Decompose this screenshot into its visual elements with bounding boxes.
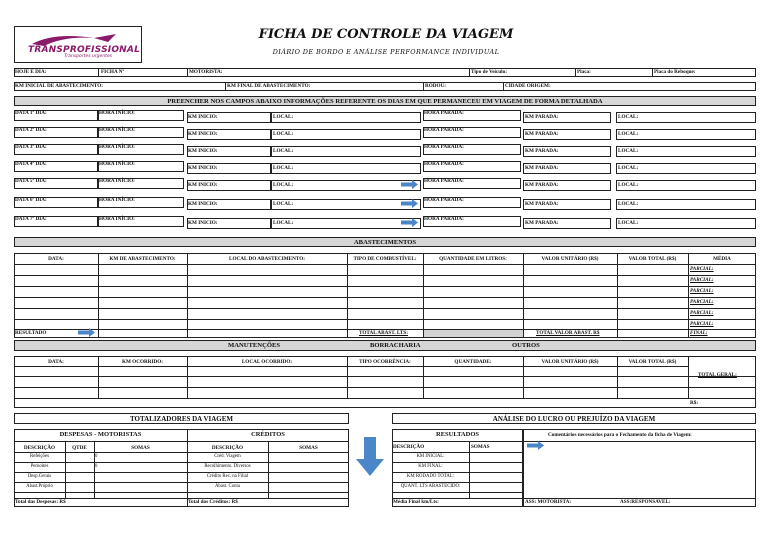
total-abast-label: TOTAL ABAST. LTS: (359, 330, 408, 336)
desp-somas-header: SOMAS (131, 445, 150, 451)
despesa-qty: 0 (95, 454, 98, 459)
media-parcial-label: PARCIAL: (690, 266, 714, 272)
day-hora-inicio-label: HORA INÍCIO: (99, 216, 135, 222)
day-local-label: LOCAL: (273, 148, 294, 154)
info-row-1 (14, 68, 756, 77)
manut-column-header: TIPO OCORRÊNCIA: (359, 359, 411, 365)
day-hora-inicio-label: HORA INÍCIO: (99, 127, 135, 133)
day-right-arrow-icon (401, 218, 419, 227)
day-local-field[interactable] (271, 129, 421, 140)
day-km-inicio-label: KM INICIO: (188, 148, 218, 154)
total-creditos-label: Total dos Créditos: R$ (188, 499, 238, 505)
day-local-label: LOCAL: (273, 165, 294, 171)
day-local2-label: LOCAL: (618, 182, 639, 188)
day-local2-label: LOCAL: (618, 131, 639, 137)
abast-total-shade (424, 330, 523, 337)
page-title: FICHA DE CONTROLE DA VIAGEM (258, 27, 514, 42)
day-km-inicio-label: KM INICIO: (188, 165, 218, 171)
ficha-label: FICHA Nº (101, 69, 125, 75)
media-final-label: FINAL: (690, 330, 708, 336)
media-parcial-label: PARCIAL: (690, 310, 714, 316)
credito-item: Abast. Conta (214, 484, 241, 489)
placa-reboque-label: Placa do Reboque: (654, 69, 696, 75)
day-hora-parada-label: HORA PARADA: (424, 216, 464, 222)
despesa-item: Refeições (30, 454, 49, 459)
media-parcial-label: PARCIAL: (690, 288, 714, 294)
day-hora-parada-label: HORA PARADA: (424, 197, 464, 203)
day-local-field[interactable] (271, 163, 421, 174)
day-date-label: DATA 5º DIA: (15, 178, 47, 184)
cidade-origem-label: CIDADE ORIGEM: (505, 83, 551, 89)
manut-column-header: DATA: (48, 359, 64, 365)
day-hora-inicio-label: HORA INÍCIO: (99, 178, 135, 184)
day-local2-label: LOCAL: (618, 165, 639, 171)
manut-column-header: KM OCORRIDO: (121, 359, 164, 365)
day-hora-parada-label: HORA PARADA: (424, 127, 464, 133)
abast-column-header: LOCAL DO ABASTECIMENTO: (228, 256, 305, 262)
day-local-label: LOCAL: (273, 114, 294, 120)
day-km-inicio-label: KM INICIO: (188, 220, 218, 226)
day-local-field[interactable] (271, 180, 421, 191)
creditos-title: CRÉDITOS (251, 431, 285, 438)
ass-motorista-label: ASS: MOTORISTA: (525, 499, 572, 505)
day-km-parada-label: KM PARADA: (525, 148, 559, 154)
instructions-band: PREENCHER NOS CAMPOS ABAIXO INFORMAÇÕES REFERENTE OS DIAS EM QUE PERMANECEU EM VIAGEM DE FORMA DETALHADA (14, 96, 756, 106)
day-date-label: DATA 3º DIA: (15, 144, 47, 150)
abast-column-header: VALOR UNITÁRIO (R$) (541, 256, 599, 262)
manut-column-header: VALOR UNITÁRIO (R$) (541, 359, 599, 365)
resultado-item: KM INICIAL: (416, 454, 445, 459)
abastecimentos-table (14, 253, 756, 338)
right-arrow-icon (527, 441, 545, 450)
rodou-label: RODOU: (425, 83, 447, 89)
day-km-parada-label: KM PARADA: (525, 131, 559, 137)
day-local2-label: LOCAL: (618, 220, 639, 226)
day-local2-label: LOCAL: (618, 114, 639, 120)
media-parcial-label: PARCIAL: (690, 321, 714, 327)
borracharia-title: BORRACHARIA (370, 342, 421, 349)
day-hora-parada-label: HORA PARADA: (424, 144, 464, 150)
total-valor-abast-label: TOTAL VALOR ABAST. R$ (536, 330, 600, 336)
resultado-item: KM RODADO TOTAL: (406, 474, 455, 479)
despesa-item: Desp.Gerais (27, 474, 52, 479)
km-inicial-label: KM INICIAL DE ABASTECIMENTO: (15, 83, 103, 89)
page-subtitle: DIÁRIO DE BORDO E ANÁLISE PERFORMANCE INDIVIDUAL (272, 48, 500, 56)
desp-qtde-header: QTDE (72, 445, 87, 451)
despesa-item: Abast.Próprio (26, 484, 53, 489)
manut-column-header: LOCAL OCORRIDO: (241, 359, 293, 365)
abast-column-header: KM DE ABASTECIMENTO: (109, 256, 176, 262)
credito-item: Créd. Viagem (214, 454, 241, 459)
day-date-label: DATA 1º DIA: (15, 110, 47, 116)
abast-column-header: TIPO DE COMBUSTÍVEL: (353, 256, 417, 262)
day-km-inicio-label: KM INICIO: (188, 114, 218, 120)
abast-column-header: VALOR TOTAL (R$) (628, 256, 677, 262)
day-km-parada-label: KM PARADA: (525, 182, 559, 188)
cred-desc-header: DESCRIÇÃO (211, 445, 244, 451)
day-local-label: LOCAL: (273, 220, 294, 226)
day-local-label: LOCAL: (273, 182, 294, 188)
day-km-parada-label: KM PARADA: (525, 201, 559, 207)
day-local2-label: LOCAL: (618, 201, 639, 207)
day-local-field[interactable] (271, 112, 421, 123)
day-local-label: LOCAL: (273, 131, 294, 137)
tipo-veiculo-label: Tipo de Veículo: (471, 69, 507, 75)
day-local2-label: LOCAL: (618, 148, 639, 154)
day-hora-inicio-label: HORA INÍCIO: (99, 161, 135, 167)
day-local-field[interactable] (271, 218, 421, 229)
logo-tagline: Transportes urgentes (64, 54, 113, 59)
logo-text: TRANSPROFISSIONAL (28, 45, 140, 55)
totalizadores-title: TOTALIZADORES DA VIAGEM (129, 415, 234, 423)
placa-label: Placa: (577, 69, 591, 75)
res-desc-header: DESCRIÇÃO (393, 444, 425, 450)
manut-column-header: VALOR TOTAL (R$) (628, 359, 677, 365)
total-geral-rs-label: R$: (690, 400, 699, 406)
desp-desc-header: DESCRIÇÃO (23, 445, 56, 451)
day-date-label: DATA 6º DIA: (15, 197, 47, 203)
total-despesas-label: Total das Despesas: R$ (15, 499, 66, 505)
ass-responsavel-label: ASS:RESPONSAVEL: (620, 499, 671, 505)
abast-column-header: DATA: (48, 256, 64, 262)
day-hora-inicio-label: HORA INÍCIO: (99, 197, 135, 203)
day-km-parada-label: KM PARADA: (525, 220, 559, 226)
comentarios-label: Comentários necessários para o Fechamento da ficha de Viagem: (548, 432, 692, 438)
motorista-label: MOTORISTA: (189, 69, 223, 75)
media-parcial-label: PARCIAL: (690, 299, 714, 305)
day-right-arrow-icon (401, 180, 419, 189)
media-parcial-label: PARCIAL: (690, 277, 714, 283)
outros-title: OUTROS (512, 342, 540, 349)
manutencoes-title: MANUTENÇÕES (228, 342, 281, 349)
resultado-label: RESULTADO (15, 330, 47, 336)
cred-somas-header: SOMAS (299, 445, 318, 451)
credito-item: Crédito Rec. na Filial (206, 474, 249, 479)
day-hora-inicio-label: HORA INÍCIO: (99, 144, 135, 150)
despesa-qty: 0 (95, 464, 98, 469)
despesas-title: DESPESAS - MOTORISTAS (59, 431, 142, 438)
total-geral-label: TOTAL GERAL: (698, 372, 737, 378)
km-final-label: KM FINAL DE ABASTECIMENTO: (227, 83, 311, 89)
day-km-inicio-label: KM INICIO: (188, 182, 218, 188)
day-local-label: LOCAL: (273, 201, 294, 207)
despesa-item: Pernoites (30, 464, 49, 469)
day-date-label: DATA 2º DIA: (15, 127, 47, 133)
day-hora-parada-label: HORA PARADA: (424, 161, 464, 167)
day-km-parada-label: KM PARADA: (525, 114, 559, 120)
logo (24, 30, 140, 60)
analise-title: ANÁLISE DO LUCRO OU PREJUÍZO DA VIAGEM (492, 415, 656, 423)
manut-column-header: QUANTIDADE: (454, 359, 492, 365)
info-row-2 (14, 82, 756, 91)
hoje-label: HOJE É DIA: (15, 69, 47, 75)
resultado-arrow-icon (78, 328, 96, 337)
resultados-title: RESULTADOS (436, 431, 479, 438)
day-hora-inicio-label: HORA INÍCIO: (99, 110, 135, 116)
day-km-parada-label: KM PARADA: (525, 165, 559, 171)
day-hora-parada-label: HORA PARADA: (424, 110, 464, 116)
day-local-field[interactable] (271, 199, 421, 210)
day-km-inicio-label: KM INICIO: (188, 201, 218, 207)
day-date-label: DATA 4º DIA: (15, 161, 47, 167)
res-somas-header: SOMAS (471, 444, 490, 450)
media-final-kmlts-label: Média Final km/Lts: (393, 499, 439, 505)
resultado-item: KM FINAL: (418, 464, 443, 469)
abastecimentos-band: ABASTECIMENTOS (14, 237, 756, 247)
credito-item: Recolhimento. Diversos (204, 464, 251, 469)
day-local-field[interactable] (271, 146, 421, 157)
day-date-label: DATA 7º DIA: (15, 216, 47, 222)
day-right-arrow-icon (401, 199, 419, 208)
day-hora-parada-label: HORA PARADA: (424, 178, 464, 184)
day-km-inicio-label: KM INICIO: (188, 131, 218, 137)
resultado-item: QUANT. LTS ABASTECIDO: (400, 484, 461, 489)
abast-column-header: QUANTIDADE EM LITROS: (439, 256, 507, 262)
abast-column-header: MÉDIA (713, 256, 731, 262)
down-arrow-icon (355, 437, 385, 477)
